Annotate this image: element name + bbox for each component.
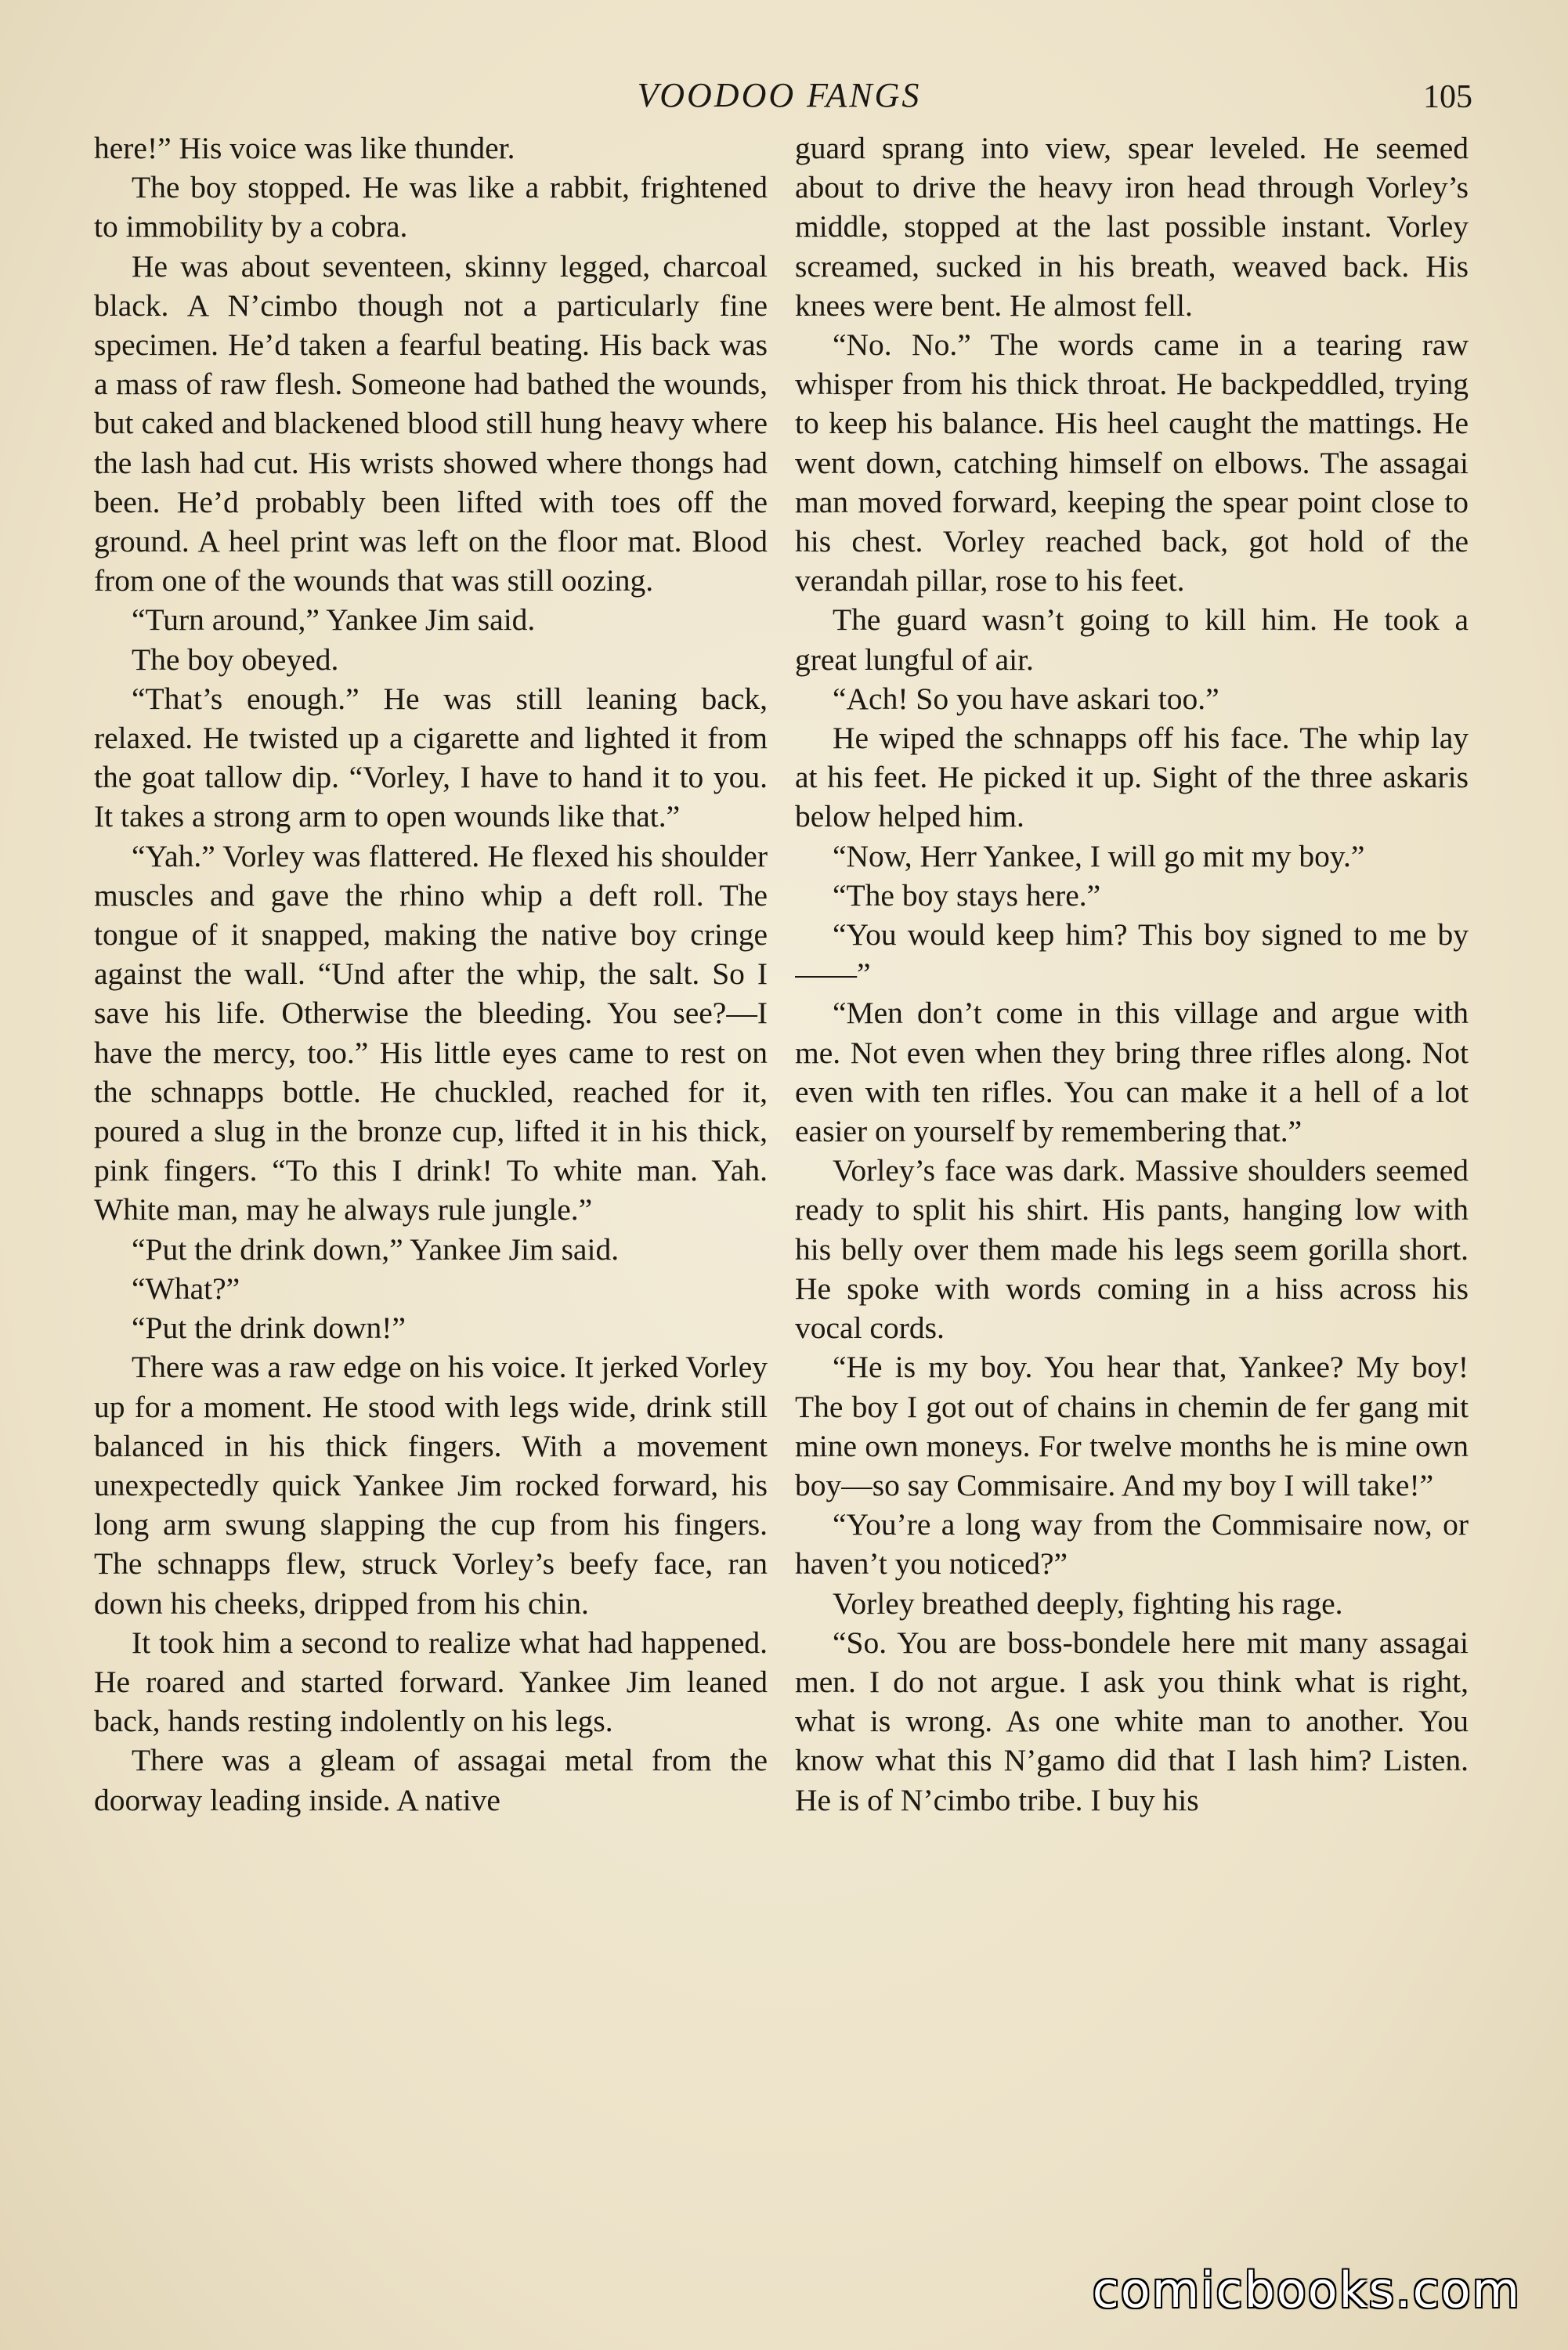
paragraph: “He is my boy. You hear that, Yankee? My boy! The boy I got out of chains in chemin de fer gang mit mine own moneys. For twelve months he is mine own boy—so say Commisaire. And my boy I will take!”	[795, 1350, 1469, 1502]
paragraph: “That’s enough.” He was still leaning back, relaxed. He twisted up a cigarette and lighted it from the goat tallow dip. “Vorley, I have to hand it to you. It takes a strong arm to open wounds like that.”	[94, 681, 768, 834]
paragraph: “Now, Herr Yankee, I will go mit my boy.”	[833, 838, 1365, 873]
watermark: comicbooks.com	[1092, 2261, 1521, 2319]
paragraph: It took him a second to realize what had happened. He roared and started forward. Yankee Jim leaned back, hands resting indolently on his legs.	[94, 1625, 768, 1739]
paragraph: “So. You are boss-bondele here mit many assagai men. I do not argue. I ask you think what is right, what is wrong. As one white man to another. You know what this N’gamo did that I lash him? Listen. He is of N’cimbo tribe. I buy his	[795, 1625, 1469, 1817]
paragraph: Vorley breathed deeply, fighting his rage.	[833, 1585, 1343, 1621]
paragraph: There was a raw edge on his voice. It jerked Vorley up for a moment. He stood with legs wide, drink still balanced in his thick fingers. With a movement unexpectedly quick Yankee Jim rocked forward, his long arm swung slapping the cup from his fingers. The schnapps flew, struck Vorley’s beefy face, ran down his cheeks, dripped from his chin.	[94, 1350, 768, 1621]
paragraph: “Ach! So you have askari too.”	[833, 681, 1219, 716]
left-column	[94, 128, 768, 2259]
paragraph: Vorley’s face was dark. Massive shoulders seemed ready to split his shirt. His pants, hanging low with his belly over them made his legs seem gorilla short. He spoke with words coming in a hiss across his vocal cords.	[795, 1153, 1469, 1346]
right-column	[795, 128, 1469, 2259]
paragraph: “Yah.” Vorley was flattered. He flexed his shoulder muscles and gave the rhino whip a deft roll. The tongue of it snapped, making the native boy cringe against the wall. “Und after the whip, the salt. So I save his life. Otherwise the bleeding. You see?—I have the mercy, too.” His little eyes came to rest on the schnapps bottle. He chuckled, reached for it, poured a slug in the bronze cup, lifted it in his thick, pink fingers. “To this I drink! To white man. Yah. White man, may he always rule jungle.”	[94, 838, 768, 1227]
page-header	[86, 75, 1472, 122]
paragraph: The boy obeyed.	[132, 642, 339, 677]
paragraph: He was about seventeen, skinny legged, charcoal black. A N’cimbo though not a particularly fine specimen. He’d taken a fearful beating. His back was a mass of raw flesh. Someone had bathed the wounds, but caked and blackened blood still hung heavy where the lash had cut. His wrists showed where thongs had been. He’d probably been lifted with toes off the ground. A heel print was left on the floor mat. Blood from one of the wounds that was still oozing.	[94, 248, 768, 598]
paragraph: “What?”	[132, 1271, 240, 1306]
paragraph: guard sprang into view, spear leveled. He seemed about to drive the heavy iron head through Vorley’s middle, stopped at the last possible instant. Vorley screamed, sucked in his breath, weaved back. His knees were bent. He almost fell.	[795, 131, 1469, 323]
paragraph: “You would keep him? This boy signed to me by——”	[795, 917, 1469, 992]
paragraph: He wiped the schnapps off his face. The whip lay at his feet. He picked it up. Sight of the three askaris below helped him.	[795, 721, 1469, 834]
paragraph: “No. No.” The words came in a tearing raw whisper from his thick throat. He backpeddled, trying to keep his balance. His heel caught the mattings. He went down, catching himself on elbows. The assagai man moved forward, keeping the spear point close to his chest. Vorley reached back, got hold of the verandah pillar, rose to his feet.	[795, 327, 1469, 598]
paragraph: “You’re a long way from the Commisaire now, or haven’t you noticed?”	[795, 1507, 1469, 1582]
paragraph: “Put the drink down!”	[132, 1311, 406, 1346]
page-number: 105	[1423, 79, 1472, 115]
paragraph: The guard wasn’t going to kill him. He took a great lungful of air.	[795, 602, 1469, 677]
paragraph: here!” His voice was like thunder.	[94, 131, 515, 165]
paragraph: “Put the drink down,” Yankee Jim said.	[132, 1231, 620, 1267]
paragraph: “Men don’t come in this village and argue with me. Not even when they bring three rifles along. Not even with ten rifles. You can make it a hell of a lot easier on yourself by remembering that.”	[795, 996, 1469, 1149]
paragraph: The boy stopped. He was like a rabbit, frightened to immobility by a cobra.	[94, 170, 768, 244]
paragraph: “Turn around,” Yankee Jim said.	[132, 602, 536, 638]
running-title: VOODOO FANGS	[637, 76, 922, 114]
paragraph: There was a gleam of assagai metal from the doorway leading inside. A native	[94, 1743, 768, 1817]
paragraph: “The boy stays here.”	[833, 877, 1101, 913]
